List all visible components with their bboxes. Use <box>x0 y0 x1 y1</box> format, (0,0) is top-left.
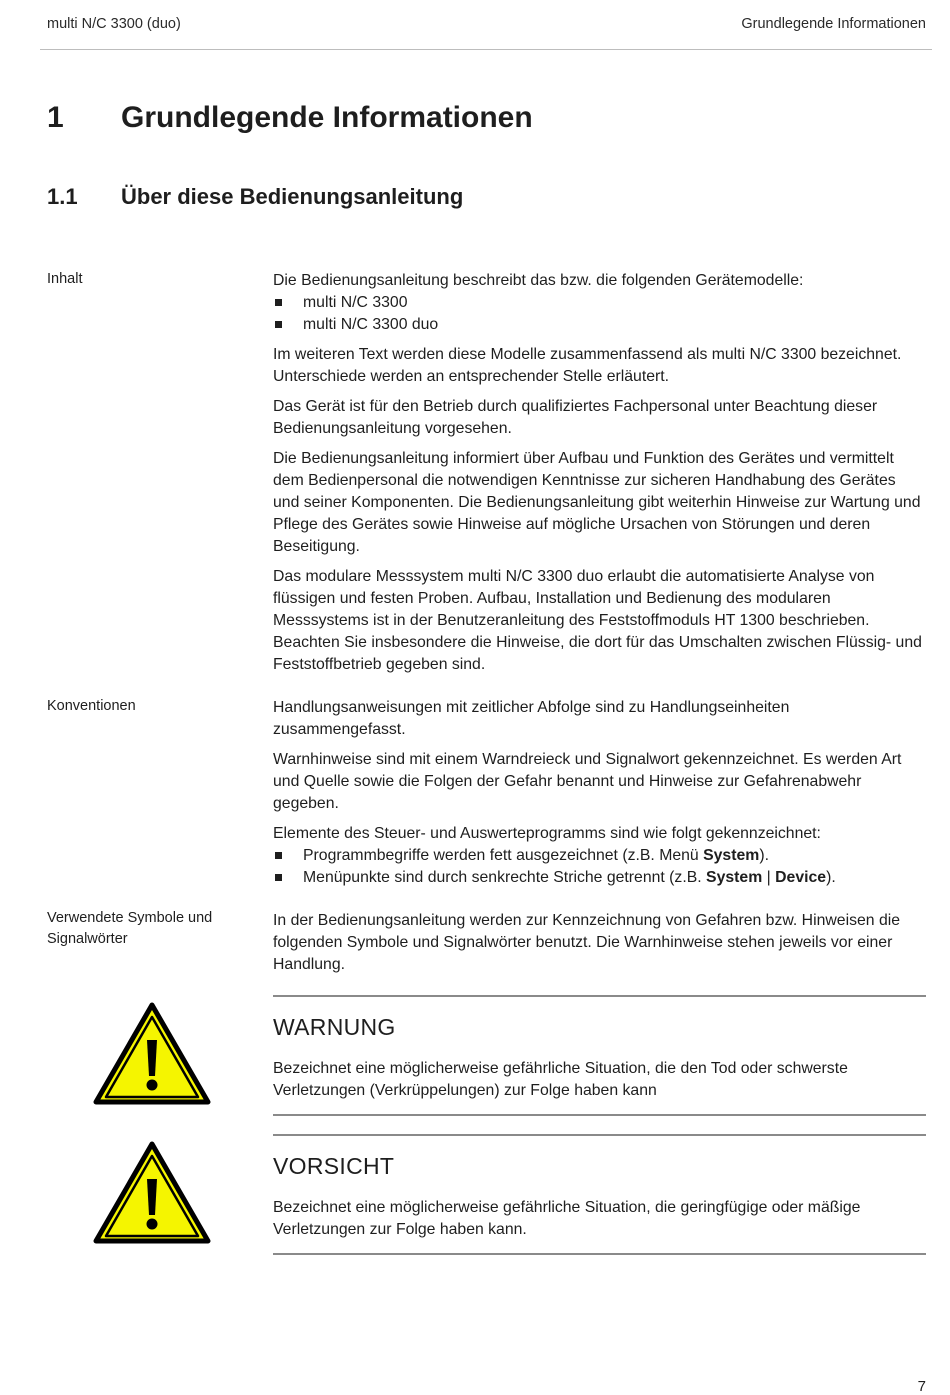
symbole-block <box>273 910 925 984</box>
header-divider <box>40 49 932 50</box>
chapter-heading <box>47 101 533 135</box>
side-label-symbole: Verwendete Symbole und Signalwörter <box>47 910 213 947</box>
side-label-konventionen: Konventionen <box>47 698 136 714</box>
bullet-icon <box>275 299 282 306</box>
konventionen-paragraph: Warnhinweise sind mit einem Warndreieck und Signalwort gekennzeichnet. Es werden Art und Quelle sowie die Folgen der Gefahr benannt und Hinweise zur Gefahrenabwehr gegeben. <box>273 751 902 812</box>
vorsicht-title: VORSICHT <box>273 1153 395 1179</box>
side-label-inhalt: Inhalt <box>47 271 83 287</box>
inhalt-intro: Die Bedienungsanleitung beschreibt das bzw. die folgenden Gerätemodelle: <box>273 272 804 289</box>
warnung-title: WARNUNG <box>273 1014 396 1040</box>
vorsicht-text: Bezeichnet eine möglicherweise gefährliche Situation, die geringfügige oder mäßige Verletzungen zur Folge haben kann. <box>273 1199 861 1238</box>
list-item: multi N/C 3300 <box>273 292 925 314</box>
page-number: 7 <box>917 1378 926 1395</box>
warnung-text: Bezeichnet eine möglicherweise gefährliche Situation, die den Tod oder schwerste Verletzungen (Verkrüppelungen) zur Folge haben kann <box>273 1060 848 1099</box>
konventionen-paragraph: Elemente des Steuer- und Auswerteprogramms sind wie folgt gekennzeichnet: <box>273 825 821 842</box>
bullet-icon <box>275 321 282 328</box>
bullet-icon <box>275 852 282 859</box>
list-item: Menüpunkte sind durch senkrechte Striche getrennt (z.B. System | Device). <box>273 867 925 889</box>
konventionen-block <box>273 697 925 897</box>
running-header-left: multi N/C 3300 (duo) <box>47 16 181 32</box>
model-list <box>273 292 925 336</box>
bullet-icon <box>275 874 282 881</box>
program-terms-list <box>273 845 925 889</box>
inhalt-paragraph: Im weiteren Text werden diese Modelle zusammenfassend als multi N/C 3300 bezeichnet. Unterschiede werden an entsprechender Stelle erläutert. <box>273 346 902 385</box>
section-number: 1.1 <box>47 184 78 209</box>
chapter-title: Grundlegende Informationen <box>121 101 533 134</box>
list-item: Programmbegriffe werden fett ausgezeichnet (z.B. Menü System). <box>273 845 925 867</box>
section-title: Über diese Bedienungsanleitung <box>121 184 464 209</box>
warning-triangle-icon <box>93 1002 211 1105</box>
konventionen-paragraph: Handlungsanweisungen mit zeitlicher Abfolge sind zu Handlungseinheiten zusammengefasst. <box>273 699 790 738</box>
list-item: multi N/C 3300 duo <box>273 314 925 336</box>
warning-triangle-icon <box>93 1141 211 1244</box>
section-heading <box>47 184 463 210</box>
chapter-number: 1 <box>47 101 64 134</box>
inhalt-paragraph: Das modulare Messsystem multi N/C 3300 duo erlaubt die automatisierte Analyse von flüssigen und festen Proben. Aufbau, Installation und Bedienung des modularen Messsystems ist in der Benutzeranleitung des Feststoffmoduls HT 1300 beschrieben. Beachten Sie insbesondere die Hinweise, die dort für das Umschalten zwischen Flüssig- und Feststoffbetrieb gegeben sind. <box>273 568 922 673</box>
inhalt-block <box>273 270 925 684</box>
warnung-box <box>273 995 926 1116</box>
vorsicht-box <box>273 1134 926 1255</box>
symbole-paragraph: In der Bedienungsanleitung werden zur Kennzeichnung von Gefahren bzw. Hinweisen die folgenden Symbole und Signalwörter benutzt. Die Warnhinweise stehen jeweils vor einer Handlung. <box>273 912 901 973</box>
running-header-right: Grundlegende Informationen <box>741 16 926 32</box>
inhalt-paragraph: Das Gerät ist für den Betrieb durch qualifiziertes Fachpersonal unter Beachtung dieser Bedienungsanleitung vorgesehen. <box>273 398 878 437</box>
inhalt-paragraph: Die Bedienungsanleitung informiert über Aufbau und Funktion des Gerätes und vermittelt dem Bedienpersonal die notwendigen Kenntnisse zur sicheren Handhabung des Gerätes und seiner Komponenten. Die Bedienungsanleitung gibt weiterhin Hinweise zur Wartung und Pflege des Gerätes sowie Hinweise auf mögliche Ursachen von Störungen und deren Beseitigung. <box>273 450 921 555</box>
